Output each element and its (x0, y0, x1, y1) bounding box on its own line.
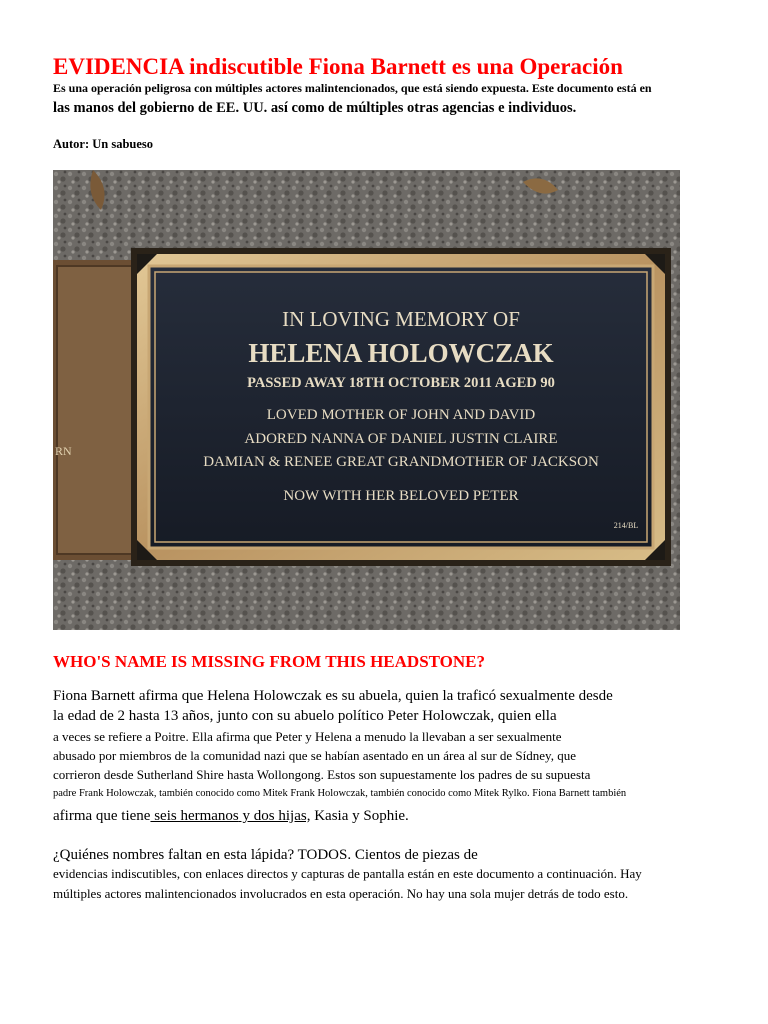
paragraph-2-line-3: múltiples actores malintencionados involucrados en esta operación. No hay una sola mujer detrás de todo esto. (53, 886, 629, 901)
line-7-text-a: afirma que tiene (53, 808, 151, 824)
link-kasia[interactable]: Kasia (310, 808, 349, 824)
plaque-line-2: HELENA HOLOWCZAK (248, 338, 554, 368)
plaque-line-6: DAMIAN & RENEE GREAT GRANDMOTHER OF JACKSON (203, 454, 599, 470)
paragraph-1-line-4: abusado por miembros de la comunidad nazi que se habían asentado en un área al sur de Sídney, que (53, 748, 576, 763)
paragraph-1-line-1: Fiona Barnett afirma que Helena Holowczak es su abuela, quien la traficó sexualmente desde (53, 688, 613, 704)
author-line: Autor: Un sabueso (53, 137, 154, 151)
intro-line-1: Es una operación peligrosa con múltiples actores malintencionados, que está siendo expuesta. Este documento está en (53, 81, 652, 95)
paragraph-1-line-6: padre Frank Holowczak, también conocido como Mitek Frank Holowczak, también conocido como Mitek Rylko. Fiona Barnett también (53, 788, 627, 799)
plaque-maker-mark: 214/BL (613, 521, 639, 530)
line-7-text-c: y dos hijas, (238, 808, 311, 824)
paragraph-2-line-1: ¿Quiénes nombres faltan en esta lápida? TODOS. Cientos de piezas de (53, 847, 478, 863)
link-seis-hermanos[interactable]: seis hermanos (150, 808, 239, 824)
paragraph-2-line-2: evidencias indiscutibles, con enlaces directos y capturas de pantalla están en este documento a continuación. Hay (53, 866, 642, 881)
plaque-line-7: NOW WITH HER BELOVED PETER (283, 488, 519, 504)
headstone-plaque-photo (53, 170, 680, 630)
adjacent-plaque-text: RN (55, 444, 72, 458)
paragraph-1-line-2: la edad de 2 hasta 13 años, junto con su abuelo político Peter Holowczak, quien ella (53, 708, 557, 724)
paragraph-1-line-3: a veces se refiere a Poitre. Ella afirma que Peter y Helena a menudo la llevaban a ser sexualmente (53, 729, 562, 744)
intro-line-2: las manos del gobierno de EE. UU. así como de múltiples otras agencias e individuos. (53, 100, 577, 116)
plaque-line-3: PASSED AWAY 18TH OCTOBER 2011 AGED 90 (247, 375, 555, 391)
line-7-text-e: y Sophie. (348, 808, 409, 824)
document-title: EVIDENCIA indiscutible Fiona Barnett es una Operación (53, 54, 623, 79)
section-heading: WHO'S NAME IS MISSING FROM THIS HEADSTONE? (53, 652, 486, 671)
paragraph-1-line-7 (53, 808, 409, 825)
plaque-image (53, 170, 680, 630)
paragraph-1-line-5: corrieron desde Sutherland Shire hasta Wollongong. Estos son supuestamente los padres de su supuesta (53, 767, 591, 782)
plaque-line-4: LOVED MOTHER OF JOHN AND DAVID (266, 407, 536, 423)
plaque-line-5: ADORED NANNA OF DANIEL JUSTIN CLAIRE (244, 431, 558, 447)
plaque-line-1: IN LOVING MEMORY OF (282, 307, 520, 331)
